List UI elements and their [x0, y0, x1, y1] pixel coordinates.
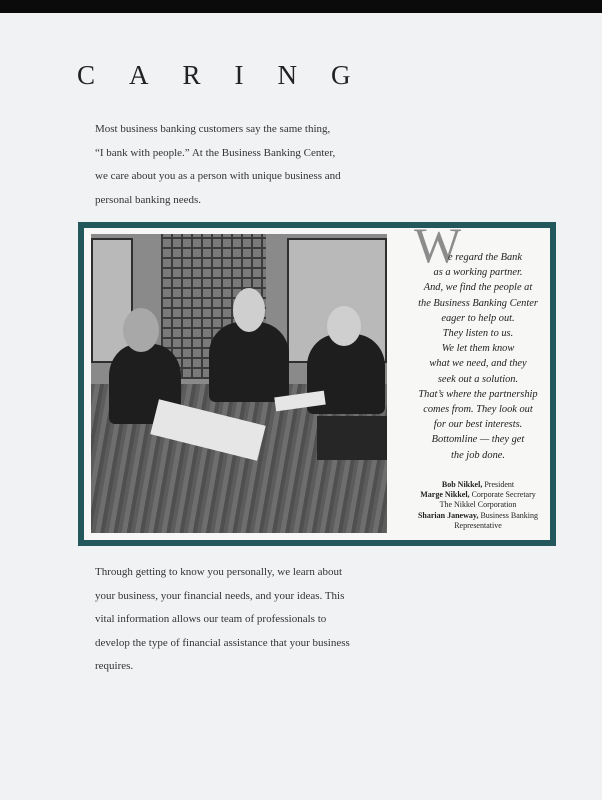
quote-line: what we need, and they [429, 358, 527, 370]
meeting-photo [91, 234, 387, 533]
photo-head-right [327, 306, 361, 346]
outro-line: requires. [95, 660, 134, 672]
credit-line [406, 511, 550, 521]
testimonial-panel [84, 217, 550, 540]
credit-name: Bob Nikkel, [441, 480, 483, 489]
top-border [0, 0, 602, 13]
photo-head-center [233, 288, 265, 332]
page-title: CARING [77, 60, 385, 90]
credit-line [406, 490, 550, 500]
quote-line: We let them know [441, 343, 515, 355]
outro-line: your business, your financial needs, and your ideas. This [95, 589, 345, 602]
outro-line: Through getting to know you personally, we learn about [95, 566, 343, 578]
quote-line: the job done. [451, 449, 505, 461]
quote-line: e regard the Bank [448, 252, 522, 263]
credit-line [406, 521, 550, 531]
credit-role: Representative [454, 520, 502, 530]
intro-line: we care about you as a person with unique business and [95, 170, 341, 182]
photo-person-center [209, 322, 289, 402]
quote-line: They listen to us. [442, 328, 514, 340]
credit-line [406, 500, 550, 510]
quote-line: eager to help out. [441, 312, 515, 324]
quote-line: as a working partner. [433, 267, 523, 279]
testimonial-credits [406, 480, 550, 531]
testimonial-quote [406, 250, 550, 463]
credit-role: President [484, 480, 515, 489]
credit-role: The Nikkel Corporation [439, 500, 517, 510]
photo-binder [317, 416, 387, 460]
outro-line: develop the type of financial assistance that your business [95, 636, 350, 649]
photo-head-left [123, 308, 159, 352]
quote-line: for our best interests. [433, 419, 523, 431]
credit-role: Business Banking [480, 510, 539, 520]
credit-role: Corporate Secretary [471, 490, 536, 500]
quote-line: seek out a solution. [437, 373, 519, 385]
testimonial-frame [78, 217, 556, 546]
quote-line: Bottomline — they get [431, 434, 525, 446]
closing-paragraph [95, 561, 365, 679]
credit-line [406, 480, 550, 490]
credit-name: Sharian Janeway, [417, 510, 479, 520]
quote-line: the Business Banking Center [418, 297, 538, 309]
intro-line: “I bank with people.” At the Business Banking Center, [95, 146, 336, 159]
quote-line: And, we find the people at [423, 282, 533, 294]
intro-line: Most business banking customers say the same thing, [95, 123, 331, 135]
quote-dropcap: W [414, 217, 462, 273]
intro-paragraph [95, 118, 355, 212]
intro-line: personal banking needs. [95, 193, 201, 206]
outro-line: vital information allows our team of professionals to [95, 613, 327, 625]
credit-name: Marge Nikkel, [420, 490, 470, 500]
quote-line: comes from. They look out [423, 404, 533, 416]
quote-line: That’s where the partnership [418, 388, 538, 400]
